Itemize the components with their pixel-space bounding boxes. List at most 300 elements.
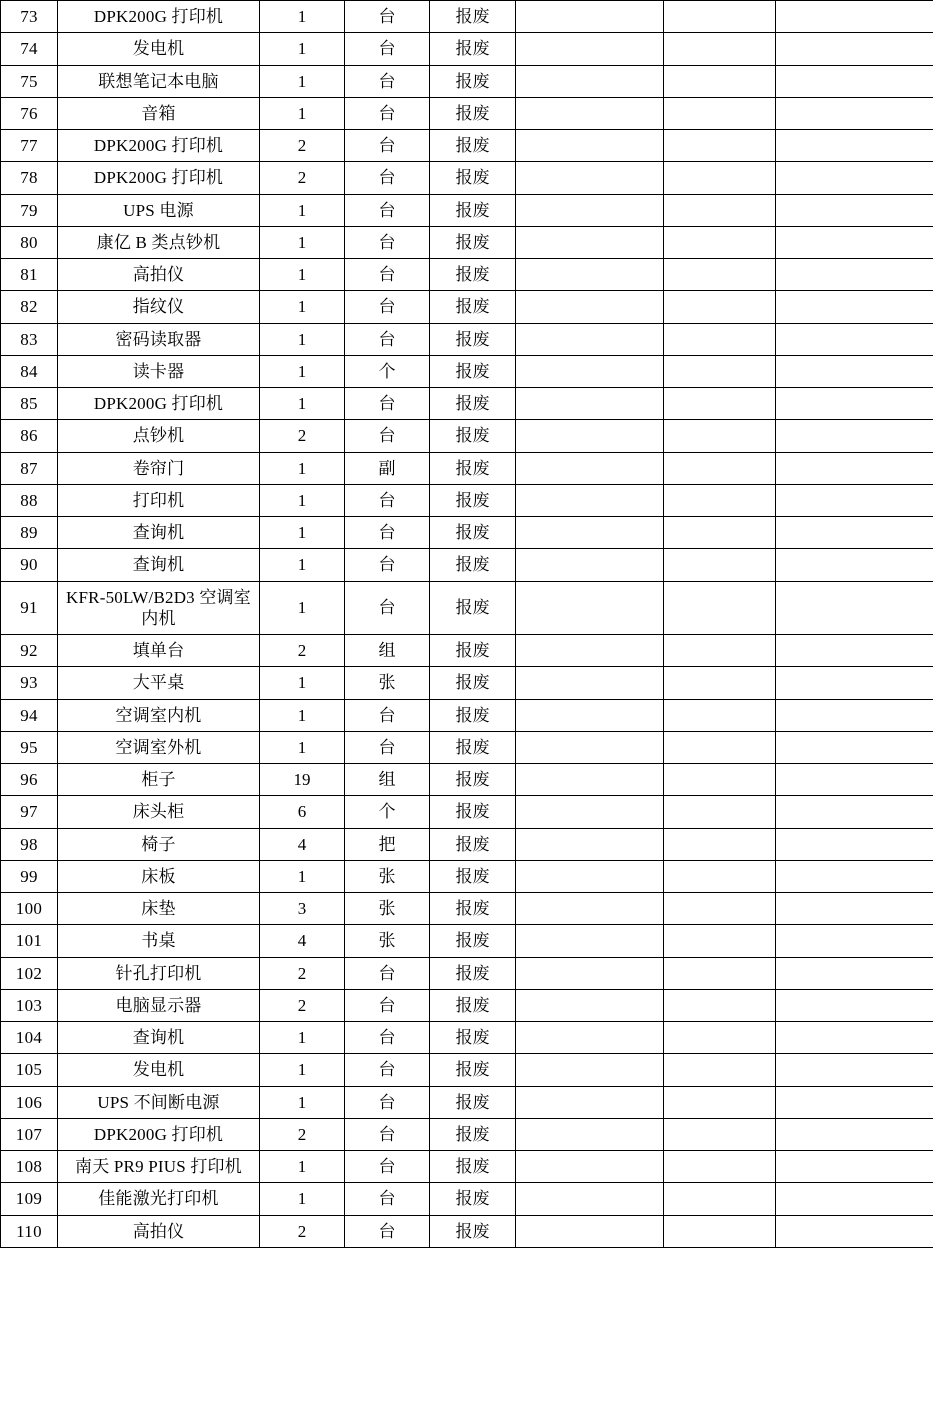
cell-blank-2 <box>664 1151 776 1183</box>
cell-quantity: 6 <box>260 796 345 828</box>
cell-blank-2 <box>664 323 776 355</box>
cell-quantity: 19 <box>260 764 345 796</box>
cell-asset-name: 高拍仪 <box>58 1215 260 1247</box>
table-row <box>1 764 933 796</box>
cell-blank-2 <box>664 1054 776 1086</box>
cell-index: 83 <box>1 323 58 355</box>
cell-blank-1 <box>516 226 664 258</box>
cell-asset-name: 床板 <box>58 860 260 892</box>
cell-unit: 台 <box>345 484 430 516</box>
cell-index: 79 <box>1 194 58 226</box>
cell-index: 106 <box>1 1086 58 1118</box>
cell-unit: 张 <box>345 893 430 925</box>
cell-blank-1 <box>516 420 664 452</box>
cell-blank-3 <box>776 1151 933 1183</box>
table-row <box>1 323 933 355</box>
cell-asset-name: 音箱 <box>58 97 260 129</box>
cell-blank-1 <box>516 194 664 226</box>
table-row <box>1 162 933 194</box>
cell-blank-3 <box>776 828 933 860</box>
cell-index: 104 <box>1 1022 58 1054</box>
cell-unit: 台 <box>345 97 430 129</box>
cell-blank-2 <box>664 130 776 162</box>
table-row <box>1 581 933 635</box>
cell-state: 报废 <box>430 1118 516 1150</box>
cell-quantity: 2 <box>260 420 345 452</box>
table-row <box>1 1215 933 1247</box>
cell-unit: 台 <box>345 1118 430 1150</box>
cell-blank-1 <box>516 828 664 860</box>
cell-quantity: 2 <box>260 1118 345 1150</box>
cell-index: 74 <box>1 33 58 65</box>
cell-unit: 副 <box>345 452 430 484</box>
cell-quantity: 2 <box>260 162 345 194</box>
cell-index: 103 <box>1 989 58 1021</box>
cell-asset-name: 查询机 <box>58 549 260 581</box>
cell-index: 102 <box>1 957 58 989</box>
cell-asset-name: 电脑显示器 <box>58 989 260 1021</box>
cell-state: 报废 <box>430 1 516 33</box>
table-row <box>1 1054 933 1086</box>
cell-index: 107 <box>1 1118 58 1150</box>
cell-index: 108 <box>1 1151 58 1183</box>
cell-index: 94 <box>1 699 58 731</box>
cell-unit: 组 <box>345 764 430 796</box>
cell-blank-1 <box>516 517 664 549</box>
table-row <box>1 130 933 162</box>
cell-blank-2 <box>664 388 776 420</box>
table-row <box>1 259 933 291</box>
table-row <box>1 893 933 925</box>
cell-blank-3 <box>776 764 933 796</box>
cell-unit: 台 <box>345 194 430 226</box>
cell-asset-name: DPK200G 打印机 <box>58 388 260 420</box>
cell-blank-1 <box>516 860 664 892</box>
cell-quantity: 1 <box>260 699 345 731</box>
cell-state: 报废 <box>430 517 516 549</box>
cell-quantity: 1 <box>260 194 345 226</box>
cell-blank-2 <box>664 957 776 989</box>
table-row <box>1 1151 933 1183</box>
cell-blank-2 <box>664 1022 776 1054</box>
cell-unit: 个 <box>345 355 430 387</box>
cell-blank-1 <box>516 162 664 194</box>
cell-asset-name: 书桌 <box>58 925 260 957</box>
cell-blank-1 <box>516 796 664 828</box>
cell-blank-1 <box>516 33 664 65</box>
table-row <box>1 97 933 129</box>
table-row <box>1 194 933 226</box>
cell-quantity: 1 <box>260 226 345 258</box>
cell-quantity: 1 <box>260 484 345 516</box>
cell-asset-name: 联想笔记本电脑 <box>58 65 260 97</box>
cell-blank-2 <box>664 860 776 892</box>
cell-state: 报废 <box>430 796 516 828</box>
table-row <box>1 420 933 452</box>
cell-index: 101 <box>1 925 58 957</box>
cell-quantity: 3 <box>260 893 345 925</box>
cell-asset-name: 佳能激光打印机 <box>58 1183 260 1215</box>
cell-unit: 张 <box>345 860 430 892</box>
cell-state: 报废 <box>430 957 516 989</box>
cell-asset-name: 查询机 <box>58 1022 260 1054</box>
cell-asset-name: 高拍仪 <box>58 259 260 291</box>
cell-blank-3 <box>776 925 933 957</box>
table-row <box>1 484 933 516</box>
cell-index: 99 <box>1 860 58 892</box>
cell-blank-1 <box>516 989 664 1021</box>
cell-quantity: 2 <box>260 989 345 1021</box>
cell-blank-3 <box>776 1118 933 1150</box>
cell-blank-1 <box>516 699 664 731</box>
cell-asset-name: 指纹仪 <box>58 291 260 323</box>
cell-blank-2 <box>664 635 776 667</box>
cell-state: 报废 <box>430 925 516 957</box>
table-row <box>1 65 933 97</box>
cell-index: 95 <box>1 731 58 763</box>
cell-unit: 台 <box>345 731 430 763</box>
cell-quantity: 1 <box>260 97 345 129</box>
table-row <box>1 667 933 699</box>
cell-asset-name: 大平桌 <box>58 667 260 699</box>
table-row <box>1 699 933 731</box>
cell-blank-1 <box>516 65 664 97</box>
cell-quantity: 1 <box>260 291 345 323</box>
cell-state: 报废 <box>430 484 516 516</box>
cell-state: 报废 <box>430 764 516 796</box>
cell-asset-name: 床垫 <box>58 893 260 925</box>
cell-unit: 台 <box>345 323 430 355</box>
cell-index: 96 <box>1 764 58 796</box>
cell-blank-2 <box>664 1215 776 1247</box>
cell-asset-name: 发电机 <box>58 1054 260 1086</box>
cell-unit: 个 <box>345 796 430 828</box>
cell-blank-1 <box>516 581 664 635</box>
cell-blank-1 <box>516 549 664 581</box>
cell-asset-name: DPK200G 打印机 <box>58 130 260 162</box>
cell-unit: 台 <box>345 226 430 258</box>
cell-index: 97 <box>1 796 58 828</box>
cell-blank-1 <box>516 667 664 699</box>
table-row <box>1 33 933 65</box>
cell-asset-name: 椅子 <box>58 828 260 860</box>
cell-state: 报废 <box>430 291 516 323</box>
cell-blank-3 <box>776 549 933 581</box>
table-row <box>1 388 933 420</box>
cell-state: 报废 <box>430 97 516 129</box>
cell-asset-name: DPK200G 打印机 <box>58 1118 260 1150</box>
cell-quantity: 1 <box>260 1183 345 1215</box>
table-row <box>1 549 933 581</box>
cell-blank-1 <box>516 355 664 387</box>
table-row <box>1 796 933 828</box>
cell-index: 73 <box>1 1 58 33</box>
table-row <box>1 957 933 989</box>
cell-state: 报废 <box>430 162 516 194</box>
cell-unit: 台 <box>345 1183 430 1215</box>
cell-unit: 张 <box>345 667 430 699</box>
cell-blank-3 <box>776 796 933 828</box>
cell-index: 81 <box>1 259 58 291</box>
cell-quantity: 1 <box>260 731 345 763</box>
cell-blank-2 <box>664 259 776 291</box>
cell-state: 报废 <box>430 355 516 387</box>
cell-state: 报废 <box>430 1054 516 1086</box>
table-row <box>1 355 933 387</box>
cell-asset-name: DPK200G 打印机 <box>58 1 260 33</box>
cell-blank-1 <box>516 925 664 957</box>
table-row <box>1 860 933 892</box>
cell-quantity: 1 <box>260 355 345 387</box>
cell-asset-name: 卷帘门 <box>58 452 260 484</box>
cell-unit: 台 <box>345 581 430 635</box>
cell-blank-2 <box>664 764 776 796</box>
cell-quantity: 1 <box>260 1151 345 1183</box>
cell-blank-1 <box>516 1215 664 1247</box>
cell-index: 88 <box>1 484 58 516</box>
cell-asset-name: 康亿 B 类点钞机 <box>58 226 260 258</box>
cell-blank-3 <box>776 452 933 484</box>
cell-state: 报废 <box>430 323 516 355</box>
cell-blank-1 <box>516 259 664 291</box>
cell-index: 100 <box>1 893 58 925</box>
cell-blank-2 <box>664 731 776 763</box>
cell-blank-2 <box>664 97 776 129</box>
cell-unit: 台 <box>345 699 430 731</box>
cell-blank-2 <box>664 581 776 635</box>
cell-blank-1 <box>516 893 664 925</box>
cell-unit: 台 <box>345 1022 430 1054</box>
cell-blank-1 <box>516 1022 664 1054</box>
cell-blank-2 <box>664 1 776 33</box>
cell-state: 报废 <box>430 388 516 420</box>
cell-unit: 张 <box>345 925 430 957</box>
cell-asset-name: 点钞机 <box>58 420 260 452</box>
cell-quantity: 1 <box>260 452 345 484</box>
cell-unit: 把 <box>345 828 430 860</box>
cell-blank-2 <box>664 355 776 387</box>
cell-blank-1 <box>516 1054 664 1086</box>
table-row <box>1 1086 933 1118</box>
cell-index: 80 <box>1 226 58 258</box>
cell-quantity: 1 <box>260 65 345 97</box>
cell-blank-3 <box>776 1086 933 1118</box>
cell-blank-3 <box>776 699 933 731</box>
cell-blank-2 <box>664 1086 776 1118</box>
cell-state: 报废 <box>430 828 516 860</box>
cell-blank-3 <box>776 226 933 258</box>
cell-blank-1 <box>516 1 664 33</box>
cell-state: 报废 <box>430 1022 516 1054</box>
cell-asset-name: 南天 PR9 PIUS 打印机 <box>58 1151 260 1183</box>
cell-blank-1 <box>516 484 664 516</box>
cell-state: 报废 <box>430 667 516 699</box>
cell-blank-2 <box>664 226 776 258</box>
cell-blank-1 <box>516 388 664 420</box>
cell-blank-1 <box>516 97 664 129</box>
cell-blank-3 <box>776 1183 933 1215</box>
cell-unit: 台 <box>345 420 430 452</box>
cell-blank-3 <box>776 1215 933 1247</box>
cell-quantity: 4 <box>260 925 345 957</box>
cell-index: 87 <box>1 452 58 484</box>
cell-unit: 台 <box>345 291 430 323</box>
cell-unit: 组 <box>345 635 430 667</box>
cell-unit: 台 <box>345 957 430 989</box>
table-row <box>1 517 933 549</box>
asset-table-body <box>1 1 933 1248</box>
cell-quantity: 1 <box>260 33 345 65</box>
cell-blank-2 <box>664 291 776 323</box>
table-row <box>1 1118 933 1150</box>
cell-quantity: 2 <box>260 635 345 667</box>
cell-state: 报废 <box>430 860 516 892</box>
cell-index: 93 <box>1 667 58 699</box>
cell-quantity: 1 <box>260 1086 345 1118</box>
cell-asset-name: 读卡器 <box>58 355 260 387</box>
cell-state: 报废 <box>430 420 516 452</box>
cell-quantity: 1 <box>260 1054 345 1086</box>
cell-state: 报废 <box>430 699 516 731</box>
cell-unit: 台 <box>345 1151 430 1183</box>
cell-blank-1 <box>516 130 664 162</box>
cell-unit: 台 <box>345 989 430 1021</box>
cell-blank-3 <box>776 581 933 635</box>
cell-blank-2 <box>664 162 776 194</box>
cell-asset-name: 床头柜 <box>58 796 260 828</box>
cell-blank-2 <box>664 484 776 516</box>
cell-state: 报废 <box>430 1086 516 1118</box>
cell-blank-3 <box>776 1054 933 1086</box>
cell-asset-name: 查询机 <box>58 517 260 549</box>
cell-state: 报废 <box>430 65 516 97</box>
cell-index: 84 <box>1 355 58 387</box>
cell-asset-name: 空调室内机 <box>58 699 260 731</box>
cell-blank-3 <box>776 355 933 387</box>
cell-state: 报废 <box>430 1151 516 1183</box>
cell-blank-1 <box>516 1086 664 1118</box>
cell-blank-3 <box>776 162 933 194</box>
cell-asset-name: DPK200G 打印机 <box>58 162 260 194</box>
cell-blank-2 <box>664 452 776 484</box>
cell-index: 109 <box>1 1183 58 1215</box>
cell-index: 91 <box>1 581 58 635</box>
table-row <box>1 989 933 1021</box>
cell-state: 报废 <box>430 581 516 635</box>
cell-blank-3 <box>776 323 933 355</box>
cell-quantity: 1 <box>260 860 345 892</box>
cell-index: 105 <box>1 1054 58 1086</box>
cell-blank-1 <box>516 731 664 763</box>
cell-quantity: 1 <box>260 667 345 699</box>
cell-unit: 台 <box>345 1 430 33</box>
cell-blank-3 <box>776 667 933 699</box>
cell-blank-1 <box>516 1183 664 1215</box>
cell-blank-2 <box>664 925 776 957</box>
cell-blank-3 <box>776 1022 933 1054</box>
cell-blank-3 <box>776 33 933 65</box>
cell-index: 98 <box>1 828 58 860</box>
cell-asset-name: 打印机 <box>58 484 260 516</box>
cell-asset-name: UPS 不间断电源 <box>58 1086 260 1118</box>
cell-index: 78 <box>1 162 58 194</box>
cell-blank-1 <box>516 323 664 355</box>
cell-blank-2 <box>664 667 776 699</box>
cell-index: 85 <box>1 388 58 420</box>
cell-quantity: 4 <box>260 828 345 860</box>
cell-unit: 台 <box>345 1054 430 1086</box>
cell-state: 报废 <box>430 226 516 258</box>
cell-blank-3 <box>776 893 933 925</box>
cell-quantity: 2 <box>260 1215 345 1247</box>
cell-quantity: 1 <box>260 1022 345 1054</box>
table-row <box>1 452 933 484</box>
cell-blank-3 <box>776 130 933 162</box>
cell-blank-2 <box>664 420 776 452</box>
cell-blank-1 <box>516 635 664 667</box>
cell-quantity: 2 <box>260 957 345 989</box>
cell-blank-3 <box>776 97 933 129</box>
cell-blank-1 <box>516 957 664 989</box>
cell-unit: 台 <box>345 1215 430 1247</box>
cell-unit: 台 <box>345 65 430 97</box>
cell-index: 82 <box>1 291 58 323</box>
cell-state: 报废 <box>430 731 516 763</box>
cell-asset-name: 针孔打印机 <box>58 957 260 989</box>
cell-asset-name: 密码读取器 <box>58 323 260 355</box>
cell-asset-name: 柜子 <box>58 764 260 796</box>
cell-unit: 台 <box>345 549 430 581</box>
table-row <box>1 925 933 957</box>
cell-quantity: 2 <box>260 130 345 162</box>
cell-state: 报废 <box>430 989 516 1021</box>
cell-asset-name: 空调室外机 <box>58 731 260 763</box>
cell-quantity: 1 <box>260 549 345 581</box>
table-row <box>1 828 933 860</box>
cell-index: 92 <box>1 635 58 667</box>
cell-asset-name: 发电机 <box>58 33 260 65</box>
cell-index: 89 <box>1 517 58 549</box>
cell-blank-2 <box>664 699 776 731</box>
cell-blank-3 <box>776 420 933 452</box>
cell-blank-2 <box>664 549 776 581</box>
table-row <box>1 1022 933 1054</box>
cell-unit: 台 <box>345 517 430 549</box>
cell-state: 报废 <box>430 452 516 484</box>
cell-index: 110 <box>1 1215 58 1247</box>
cell-unit: 台 <box>345 162 430 194</box>
table-row <box>1 635 933 667</box>
cell-asset-name: 填单台 <box>58 635 260 667</box>
table-row <box>1 226 933 258</box>
cell-blank-1 <box>516 764 664 796</box>
cell-quantity: 1 <box>260 259 345 291</box>
cell-unit: 台 <box>345 130 430 162</box>
cell-state: 报废 <box>430 635 516 667</box>
cell-state: 报废 <box>430 194 516 226</box>
cell-blank-3 <box>776 484 933 516</box>
cell-unit: 台 <box>345 33 430 65</box>
cell-index: 77 <box>1 130 58 162</box>
cell-blank-3 <box>776 259 933 291</box>
cell-blank-2 <box>664 1183 776 1215</box>
cell-blank-3 <box>776 635 933 667</box>
cell-blank-1 <box>516 1118 664 1150</box>
cell-index: 75 <box>1 65 58 97</box>
cell-blank-2 <box>664 828 776 860</box>
cell-blank-3 <box>776 65 933 97</box>
cell-quantity: 1 <box>260 581 345 635</box>
